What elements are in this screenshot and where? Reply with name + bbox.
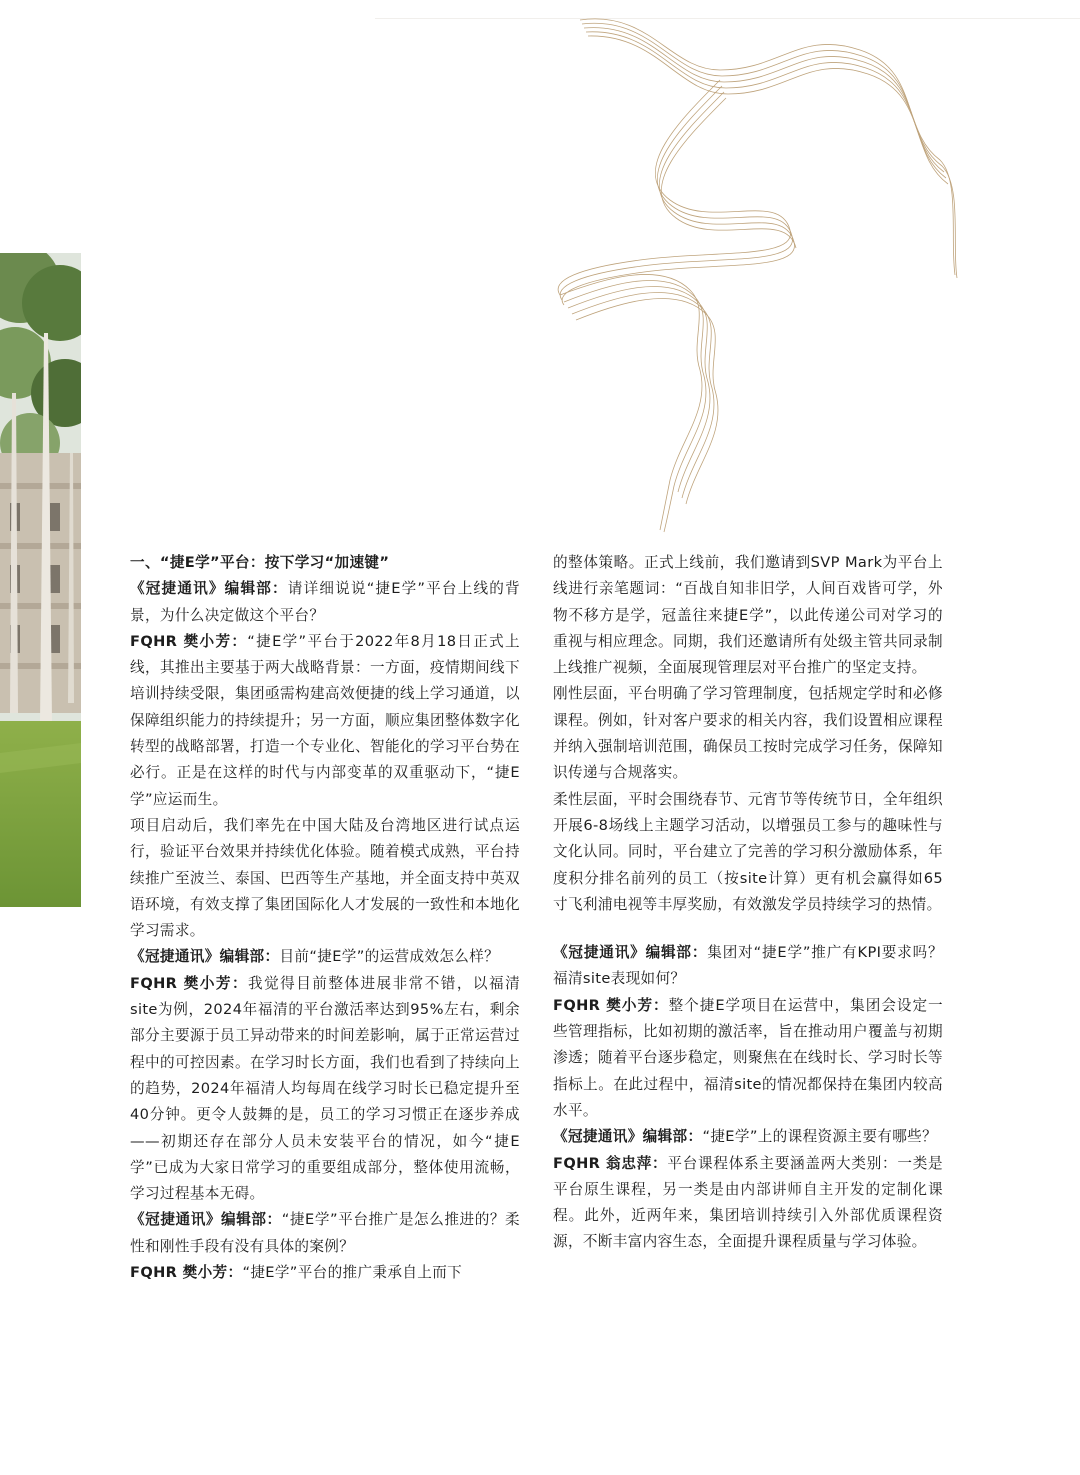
left-text-column — [130, 550, 520, 1286]
paragraph — [130, 629, 520, 813]
paragraph — [130, 1207, 520, 1260]
paragraph-gap — [553, 918, 943, 940]
paragraph — [130, 971, 520, 1208]
paragraph-text: 我觉得目前整体进展非常不错，以福清site为例，2024年福清的平台激活率达到95%左右，剩余部分主要源于员工异动带来的时间差影响，属于正常运营过程中的可控因素。在学习时长方面，我们也看到了持续向上的趋势，2024年福清人均每周在线学习时长已稳定提升至40分钟。更令人鼓舞的是，员工的学习习惯正在逐步养成——初期还存在部分人员未安装平台的情况，如今“捷E学”已成为大家日常学习的重要组成部分，整体使用流畅，学习过程基本无碍。 — [130, 974, 521, 1203]
speaker-label: FQHR 樊小芳： — [130, 1264, 243, 1282]
paragraph-text: “捷E学”平台推广是怎么推进的？柔性和刚性手段有没有具体的案例？ — [130, 1211, 520, 1255]
right-paragraphs — [553, 550, 943, 1256]
speaker-label: FQHR 樊小芳： — [130, 974, 249, 992]
paragraph-text: 的整体策略。正式上线前，我们邀请到SVP Mark为平台上线进行亲笔题词：“百战自知非旧学，人间百戏皆可学，外物不移方是学，冠盖往来捷E学”，以此传递公司对学习的重视与相应理念。同期，我们还邀请所有处级主管共同录制上线推广视频，全面展现管理层对平台推广的坚定支持。 — [553, 554, 943, 677]
paragraph-text: 目前“捷E学”的运营成效怎么样？ — [279, 948, 500, 966]
paragraph-text: 平台课程体系主要涵盖两大类别：一类是平台原生课程，另一类是由内部讲师自主开发的定制化课程。此外，近两年来，集团培训持续引入外部优质课程资源，不断丰富内容生态，全面提升课程质量与学习体验。 — [553, 1154, 943, 1251]
paragraph-text: “捷E学”平台的推广秉承自上而下 — [242, 1264, 463, 1282]
paragraph — [130, 1260, 520, 1286]
paragraph-text: 项目启动后，我们率先在中国大陆及台湾地区进行试点运行，验证平台效果并持续优化体验。随着模式成熟，平台持续推广至波兰、泰国、巴西等生产基地，并全面支持中英双语环境，有效支撑了集团国际化人才发展的一致性和本地化学习需求。 — [130, 816, 520, 940]
paragraph — [553, 1151, 943, 1256]
paragraph — [553, 681, 943, 786]
left-paragraphs — [130, 576, 520, 1286]
paragraph-text: 刚性层面，平台明确了学习管理制度，包括规定学时和必修课程。例如，针对客户要求的相关内容，我们设置相应课程并纳入强制培训范围，确保员工按时完成学习任务，保障知识传递与合规落实。 — [553, 685, 943, 782]
paragraph-text: “捷E学”上的课程资源主要有哪些？ — [702, 1128, 938, 1146]
paragraph — [553, 1124, 943, 1150]
paragraph — [130, 576, 520, 629]
paragraph — [130, 944, 520, 970]
section-heading: 一、“捷E学”平台：按下学习“加速键” — [130, 554, 390, 571]
paragraph — [553, 940, 943, 993]
paragraph — [130, 813, 520, 944]
speaker-label: 《冠捷通讯》编辑部： — [130, 580, 288, 598]
speaker-label: FQHR 樊小芳： — [130, 632, 248, 650]
paragraph-text: 请详细说说“捷E学”平台上线的背景，为什么决定做这个平台？ — [130, 580, 520, 624]
speaker-label: 《冠捷通讯》编辑部： — [130, 1211, 282, 1229]
paragraph — [553, 787, 943, 918]
paragraph — [553, 993, 943, 1124]
decorative-ribbon — [540, 10, 970, 535]
paragraph — [553, 550, 943, 681]
paragraph-text: 柔性层面，平时会围绕春节、元宵节等传统节日，全年组织开展6-8场线上主题学习活动，以增强员工参与的趣味性与文化认同。同时，平台建立了完善的学习积分激励体系，年度积分排名前列的员工（按site计算）更有机会赢得如65寸飞利浦电视等丰厚奖励，有效激发学员持续学习的热情。 — [553, 790, 943, 913]
speaker-label: 《冠捷通讯》编辑部： — [553, 1128, 703, 1146]
paragraph-text: 整个捷E学项目在运营中，集团会设定一些管理指标，比如初期的激活率，旨在推动用户覆盖与初期渗透；随着平台逐步稳定，则聚焦在在线时长、学习时长等指标上。在此过程中，福清site的情况都保持在集团内较高水平。 — [553, 996, 943, 1119]
campus-photo — [0, 253, 81, 907]
speaker-label: 《冠捷通讯》编辑部： — [130, 948, 280, 966]
speaker-label: FQHR 翁忠萍： — [553, 1154, 668, 1172]
paragraph-text: 集团对“捷E学”推广有KPI要求吗？福清site表现如何？ — [553, 944, 943, 988]
paragraph-text: “捷E学”平台于2022年8月18日正式上线，其推出主要基于两大战略背景：一方面，疫情期间线下培训持续受限，集团亟需构建高效便捷的线上学习通道，以保障组织能力的持续提升；另一方面，顺应集团整体数字化转型的战略部署，打造一个专业化、智能化的学习平台势在必行。正是在这样的时代与内部变革的双重驱动下，“捷E学”应运而生。 — [130, 632, 520, 808]
right-text-column — [553, 550, 943, 1256]
speaker-label: 《冠捷通讯》编辑部： — [553, 944, 708, 962]
speaker-label: FQHR 樊小芳： — [553, 996, 669, 1014]
